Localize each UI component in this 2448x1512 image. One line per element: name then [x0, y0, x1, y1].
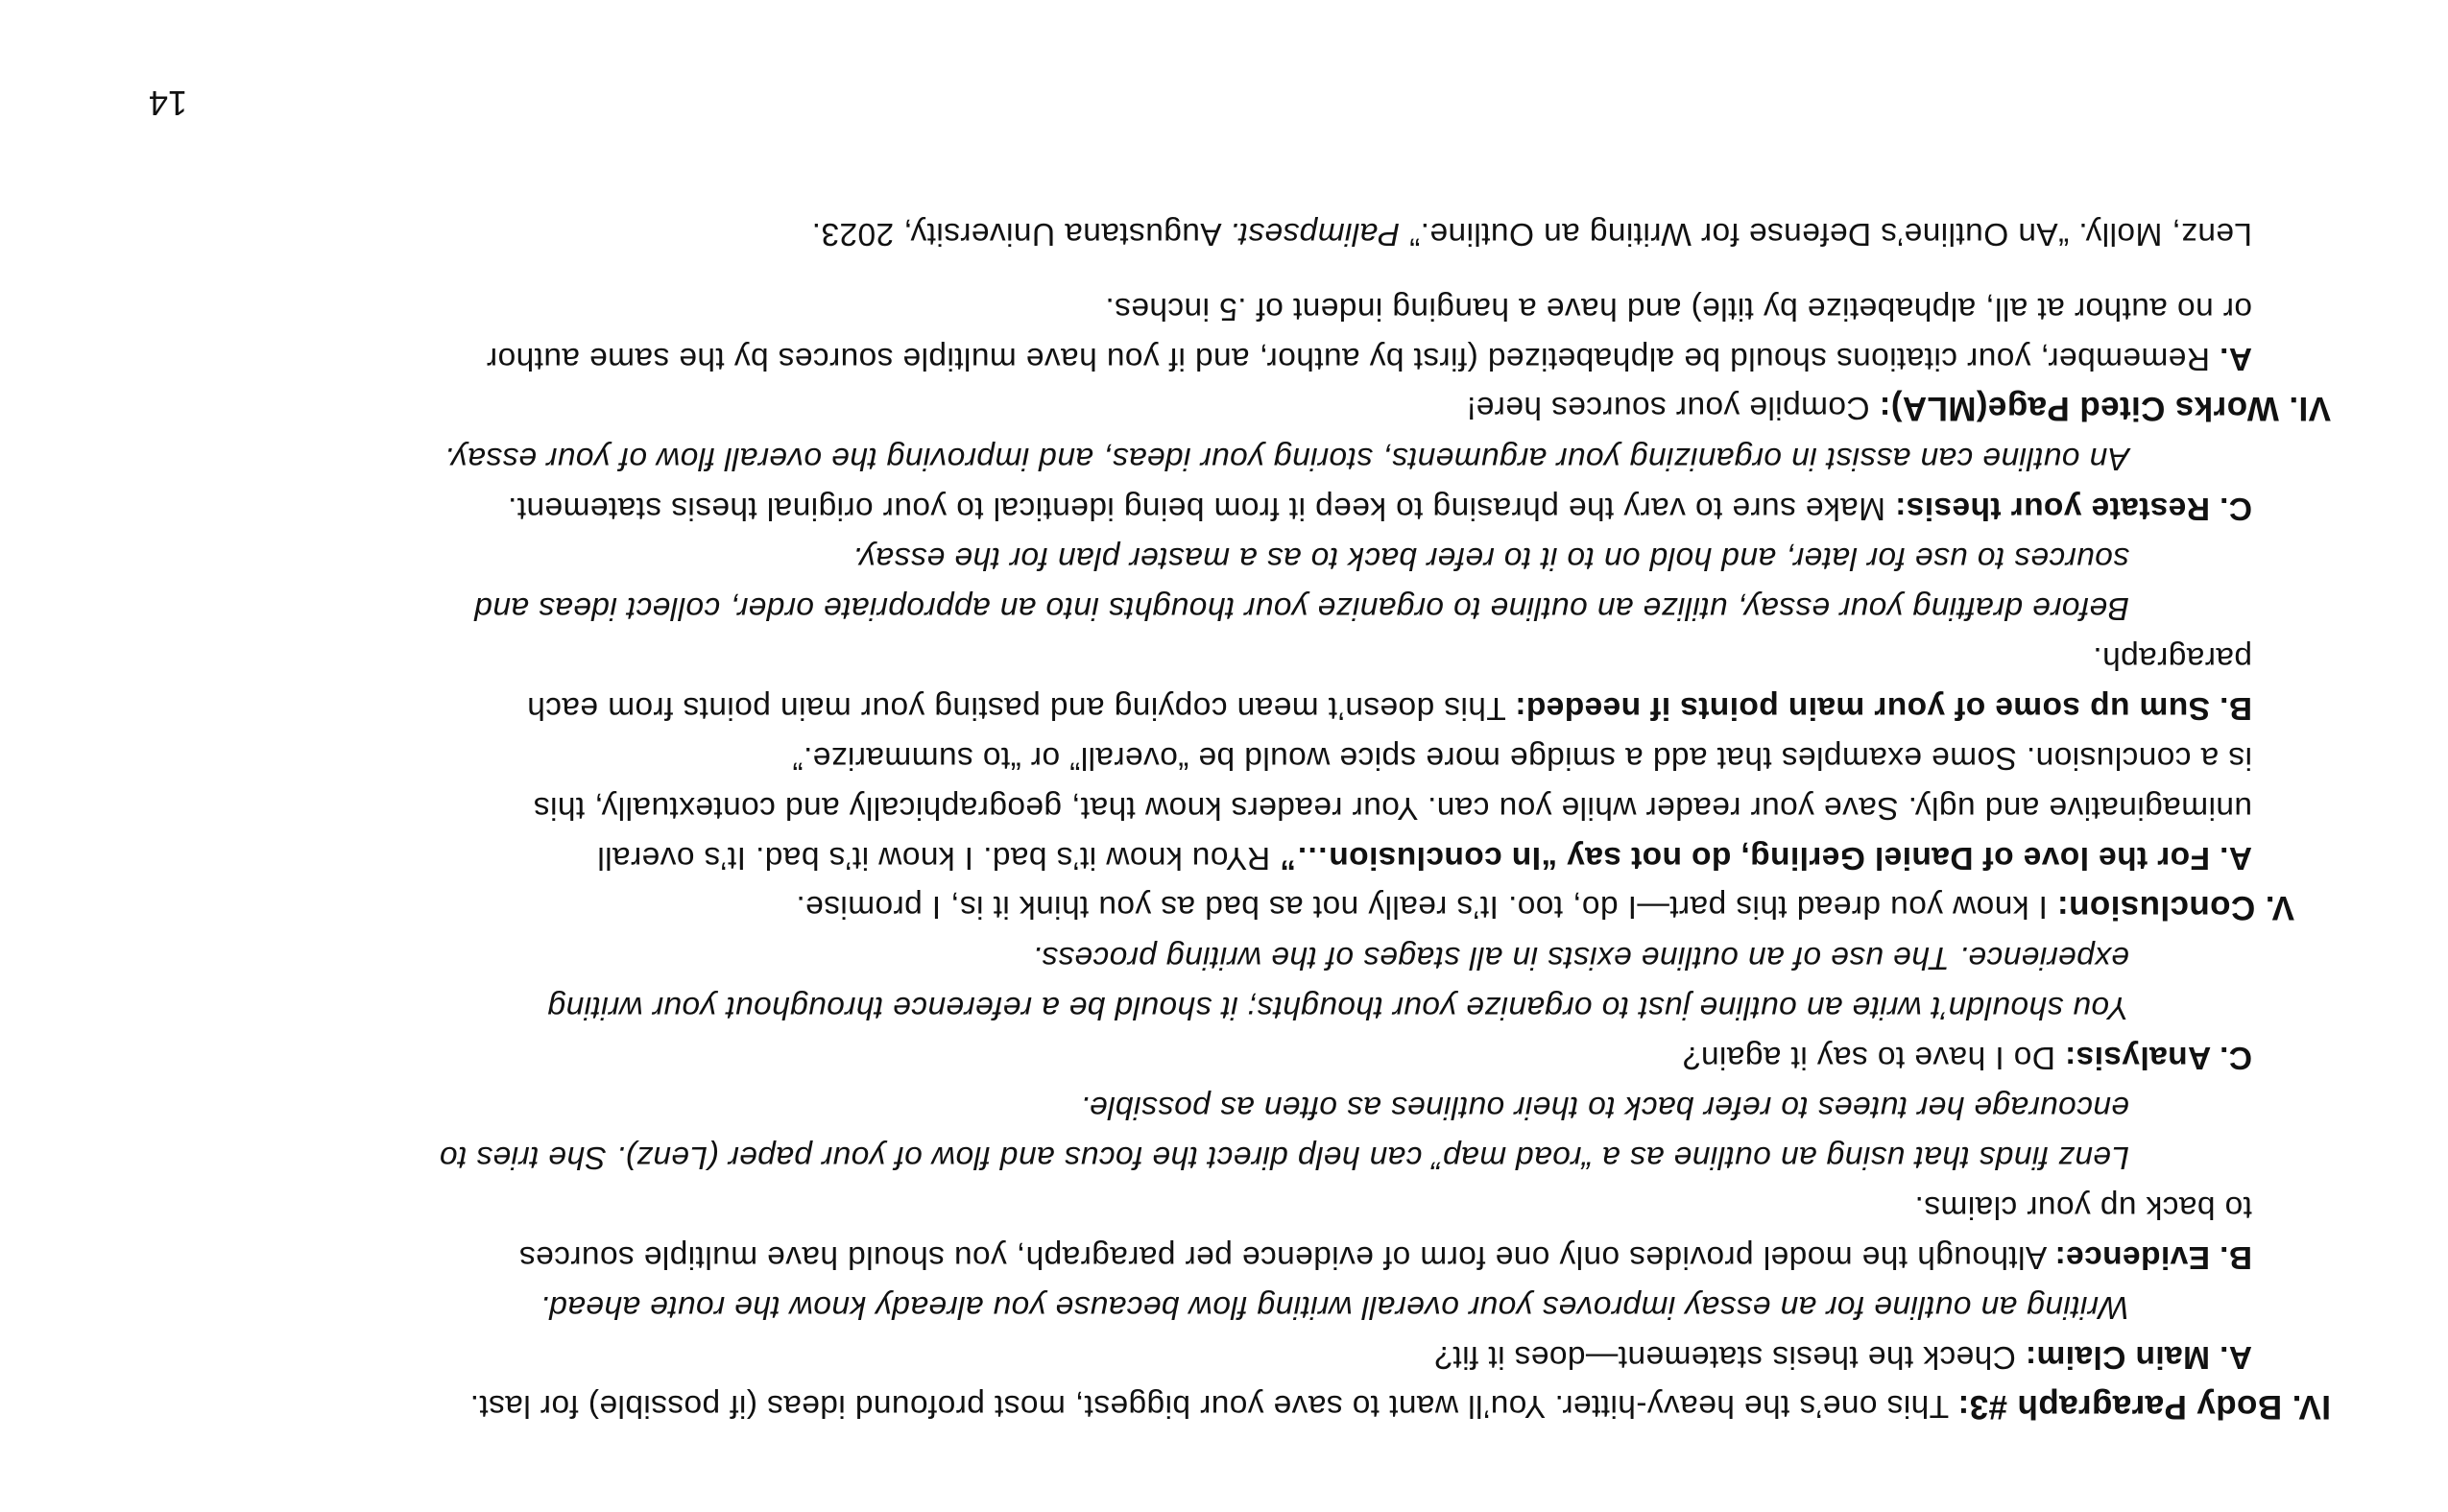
conclusion-a-text-3: is a conclusion. Some examples that add a smidge more spice would be “overall” or “to summarize.”: [792, 740, 2252, 776]
conclusion-a-label: A. For the love of Daniel Gerling, do not say “In conclusion…”: [1279, 840, 2252, 876]
page-number: 14: [148, 84, 187, 123]
citation-title: Palimpsest.: [1229, 216, 1401, 252]
section-vi-heading-line: [94, 383, 2331, 433]
restate-thesis-note: An outline can assist in organizing your arguments, storing your ideas, and improving the overall flow of your essay.: [444, 441, 2129, 476]
works-cited-a-label: A.: [2219, 341, 2252, 376]
evidence-text-2: to back up your claims.: [1914, 1189, 2252, 1225]
citation-gap: [94, 258, 2331, 283]
restate-thesis-label: C. Restate your thesis:: [1894, 491, 2252, 526]
citation-before: Lenz, Molly. “An Outline’s Defense for Writing an Outline.”: [1408, 216, 2252, 252]
section-vi-heading: VI. Works Cited Page(MLA):: [1879, 390, 2331, 427]
main-claim-text: Check the thesis statement—does it fit?: [1434, 1339, 2016, 1375]
analysis-note-1: You shouldn’t write an outline just to organize your thoughts; it should be a reference throughout your writing: [547, 990, 2129, 1025]
section-vi-intro: Compile your sources here!: [1466, 390, 1870, 425]
analysis-text: Do I have to say it again?: [1682, 1040, 2055, 1075]
citation-after: Augustana University, 2023.: [811, 216, 1222, 252]
main-claim-label: A. Main Claim:: [2025, 1339, 2252, 1375]
section-vi-a-line: [94, 333, 2331, 383]
analysis-note-2: experience. The use of an outline exists in all stages of the writing process.: [1032, 940, 2129, 975]
section-v-a-line: [94, 832, 2331, 882]
restate-thesis-text: Make sure to vary the phrasing to keep it from being identical to your original thesis statement.: [507, 491, 1886, 526]
section-v-heading: V. Conclusion:: [2056, 889, 2294, 926]
conclusion-a-text-2: unimaginative and ugly. Save your reader while you can. Your readers know that, geographically and contextually, this: [533, 790, 2252, 826]
section-iv-intro: This one’s the heavy-hitter. You’ll want to save your biggest, most profound ideas (if possible) for last.: [469, 1388, 1950, 1424]
works-cited-a-text-1: Remember, your citations should be alphabetized (first by author, and if you have multiple sources by the same author: [486, 341, 2210, 376]
section-v-heading-line: [94, 882, 2331, 932]
document-body: [94, 208, 2331, 1431]
conclusion-a-text-1: RYou know it’s bad. I know it’s bad. It’s overall: [596, 840, 1271, 876]
section-iv-c-line: [94, 1032, 2331, 1082]
conclusion-b-text-1: This doesn’t mean copying and pasting your main points from each: [526, 690, 1506, 726]
works-cited-a-text-2: or no author at all, alphabetize by title) and have a hanging indent of .5 inches.: [1105, 291, 2252, 326]
evidence-note-2: encourage her tutees to refer back to their outlines as often as possible.: [1080, 1090, 2129, 1125]
conclusion-b-note-1: Before drafting your essay, utilize an outline to organize your thoughts into an appropriate order, collect ideas and: [473, 590, 2129, 626]
section-v-b-line: [94, 683, 2331, 732]
evidence-note-1: Lenz finds that using an outline as a “road map” can help direct the focus and flow of your paper (Lenz). She tries to: [439, 1140, 2129, 1175]
section-iv-heading: IV. Body Paragraph #3:: [1957, 1388, 2331, 1426]
section-iv-a-line: [94, 1332, 2331, 1381]
evidence-text-1: Although the model provides only one form of evidence per paragraph, you should have multiple sources: [518, 1239, 2048, 1275]
citation-line: [94, 208, 2331, 258]
section-iv-b-line: [94, 1232, 2331, 1282]
section-v-c-line: [94, 483, 2331, 533]
section-iv-heading-line: [94, 1381, 2331, 1431]
section-v-intro: I know you dread this part—I do, too. It’s really not as bad as you think it is, I promise.: [796, 889, 2048, 924]
main-claim-note: Writing an outline for an essay improves your overall writing flow because you already know the route ahead.: [540, 1289, 2129, 1325]
conclusion-b-note-2: sources to use for later, and hold on to it to refer back to as a master plan for the essay.: [852, 540, 2129, 576]
conclusion-b-text-2: paragraph.: [2092, 640, 2252, 676]
analysis-label: C. Analysis:: [2064, 1040, 2252, 1075]
conclusion-b-label: B. Sum up some of your main points if needed:: [1514, 690, 2252, 726]
evidence-label: B. Evidence:: [2054, 1239, 2252, 1275]
